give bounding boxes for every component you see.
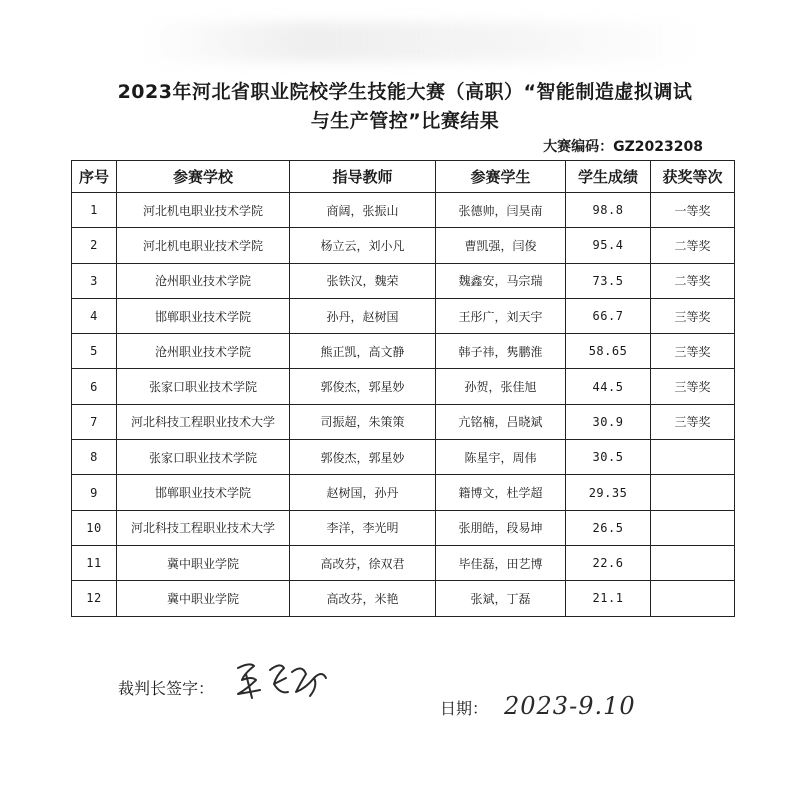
instructors-cell: 高改芬，徐双君 (290, 545, 436, 580)
instructors-cell: 熊正凯，高文静 (290, 334, 436, 369)
table-row (72, 545, 735, 580)
row-index-cell: 8 (72, 440, 117, 475)
scan-bleed-through (140, 22, 700, 62)
score-cell: 95.4 (566, 228, 651, 263)
students-cell: 王彤广，刘天宇 (436, 298, 566, 333)
title-line-2: 与生产管控”比赛结果 (310, 110, 500, 132)
instructors-cell: 司振超，朱策策 (290, 404, 436, 439)
instructors-cell: 商阔，张振山 (290, 193, 436, 228)
row-index-cell: 5 (72, 334, 117, 369)
school-name-cell: 张家口职业技术学院 (117, 369, 290, 404)
row-index-cell: 4 (72, 298, 117, 333)
row-index-cell: 3 (72, 263, 117, 298)
students-cell: 籍博文，杜学超 (436, 475, 566, 510)
instructors-cell: 杨立云，刘小凡 (290, 228, 436, 263)
header-cell: 获奖等次 (651, 161, 735, 193)
table-row (72, 298, 735, 333)
row-index-cell: 7 (72, 404, 117, 439)
table-row (72, 581, 735, 616)
header-cell: 学生成绩 (566, 161, 651, 193)
students-cell: 张德帅，闫昊南 (436, 193, 566, 228)
school-name-cell: 河北机电职业技术学院 (117, 193, 290, 228)
row-index-cell: 2 (72, 228, 117, 263)
school-name-cell: 邯郸职业技术学院 (117, 475, 290, 510)
document-title (60, 78, 750, 136)
students-cell: 曹凯强，闫俊 (436, 228, 566, 263)
title-line-1: 2023年河北省职业院校学生技能大赛（高职）“智能制造虚拟调试 (117, 81, 693, 103)
score-cell: 58.65 (566, 334, 651, 369)
score-cell: 66.7 (566, 298, 651, 333)
students-cell: 毕佳磊，田艺博 (436, 545, 566, 580)
award-cell (651, 440, 735, 475)
competition-code: 大赛编码：GZ2023208 (543, 139, 703, 155)
award-cell: 三等奖 (651, 298, 735, 333)
table-row (72, 440, 735, 475)
table-row (72, 228, 735, 263)
score-cell: 22.6 (566, 545, 651, 580)
award-cell: 三等奖 (651, 334, 735, 369)
score-cell: 98.8 (566, 193, 651, 228)
students-cell: 陈星宇，周伟 (436, 440, 566, 475)
instructors-cell: 李洋，李光明 (290, 510, 436, 545)
row-index-cell: 1 (72, 193, 117, 228)
handwritten-date: 2023-9.10 (504, 692, 636, 720)
row-index-cell: 12 (72, 581, 117, 616)
header-cell: 指导教师 (290, 161, 436, 193)
school-name-cell: 河北机电职业技术学院 (117, 228, 290, 263)
table-row (72, 334, 735, 369)
score-cell: 21.1 (566, 581, 651, 616)
instructors-cell: 高改芬，米艳 (290, 581, 436, 616)
score-cell: 30.9 (566, 404, 651, 439)
school-name-cell: 张家口职业技术学院 (117, 440, 290, 475)
school-name-cell: 沧州职业技术学院 (117, 334, 290, 369)
students-cell: 孙贺，张佳旭 (436, 369, 566, 404)
header-cell: 参赛学生 (436, 161, 566, 193)
score-cell: 30.5 (566, 440, 651, 475)
results-table (71, 160, 735, 617)
school-name-cell: 邯郸职业技术学院 (117, 298, 290, 333)
school-name-cell: 冀中职业学院 (117, 581, 290, 616)
students-cell: 张斌，丁磊 (436, 581, 566, 616)
signature-icon (230, 654, 350, 704)
date-label: 日期： (440, 699, 489, 718)
school-name-cell: 河北科技工程职业技术大学 (117, 404, 290, 439)
table-row (72, 510, 735, 545)
row-index-cell: 6 (72, 369, 117, 404)
score-cell: 73.5 (566, 263, 651, 298)
award-cell (651, 545, 735, 580)
score-cell: 29.35 (566, 475, 651, 510)
header-cell: 参赛学校 (117, 161, 290, 193)
instructors-cell: 孙丹，赵树国 (290, 298, 436, 333)
award-cell: 三等奖 (651, 369, 735, 404)
row-index-cell: 9 (72, 475, 117, 510)
award-cell (651, 510, 735, 545)
award-cell: 三等奖 (651, 404, 735, 439)
award-cell: 二等奖 (651, 228, 735, 263)
header-cell: 序号 (72, 161, 117, 193)
school-name-cell: 河北科技工程职业技术大学 (117, 510, 290, 545)
students-cell: 魏鑫安，马宗瑞 (436, 263, 566, 298)
award-cell (651, 475, 735, 510)
school-name-cell: 沧州职业技术学院 (117, 263, 290, 298)
instructors-cell: 张铁汉，魏荣 (290, 263, 436, 298)
table-row (72, 263, 735, 298)
students-cell: 韩子祎，隽鹏淮 (436, 334, 566, 369)
students-cell: 亢铭楠，吕晓斌 (436, 404, 566, 439)
row-index-cell: 11 (72, 545, 117, 580)
students-cell: 张朋皓，段易坤 (436, 510, 566, 545)
instructors-cell: 郭俊杰，郭星妙 (290, 369, 436, 404)
instructors-cell: 郭俊杰，郭星妙 (290, 440, 436, 475)
award-cell: 一等奖 (651, 193, 735, 228)
award-cell (651, 581, 735, 616)
score-cell: 26.5 (566, 510, 651, 545)
header-row (72, 161, 735, 193)
table-row (72, 404, 735, 439)
table-row (72, 193, 735, 228)
date-icon (500, 686, 650, 726)
award-cell: 二等奖 (651, 263, 735, 298)
table-row (72, 369, 735, 404)
signature-label: 裁判长签字： (118, 679, 215, 698)
score-cell: 44.5 (566, 369, 651, 404)
row-index-cell: 10 (72, 510, 117, 545)
table-row (72, 475, 735, 510)
instructors-cell: 赵树国，孙丹 (290, 475, 436, 510)
school-name-cell: 冀中职业学院 (117, 545, 290, 580)
